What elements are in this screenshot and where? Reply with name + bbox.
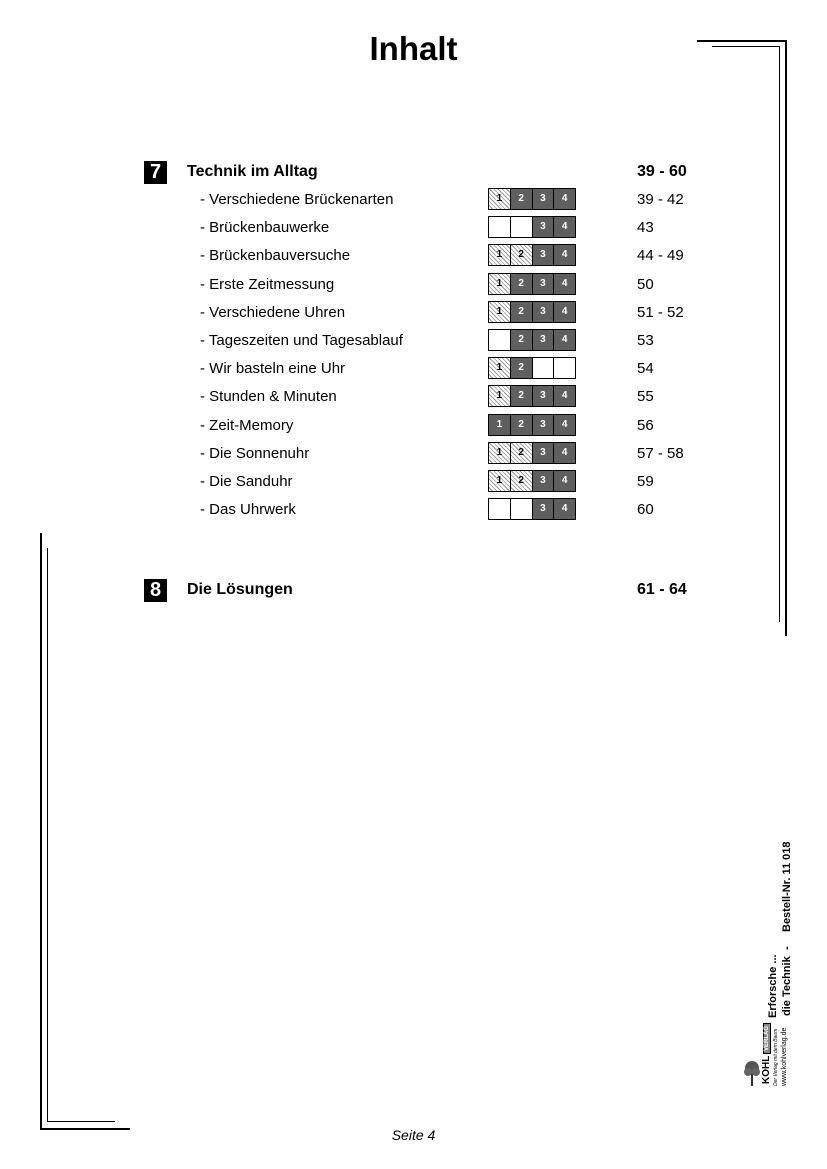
toc-item-label[interactable]: - Das Uhrwerk — [200, 501, 296, 519]
toc-item-label[interactable]: - Brückenbauwerke — [200, 219, 330, 237]
level-box-4: 4 — [554, 189, 575, 209]
level-box-3: 3 — [533, 415, 555, 435]
level-box-2: 2 — [511, 415, 533, 435]
section-pages: 39 - 60 — [637, 163, 687, 180]
difficulty-levels — [488, 385, 576, 407]
section-number: 7 — [144, 161, 167, 184]
section-title[interactable]: Die Lösungen — [187, 581, 293, 598]
toc-item-pages: 44 - 49 — [637, 247, 684, 265]
level-box-4: 4 — [554, 274, 575, 294]
level-box-2: 2 — [511, 386, 533, 406]
level-box-1 — [489, 330, 511, 350]
level-box-3 — [533, 358, 555, 378]
section-title[interactable]: Technik im Alltag — [187, 163, 318, 180]
order-number: Bestell-Nr. 11 018 — [781, 841, 793, 932]
level-box-4: 4 — [554, 471, 575, 491]
page-title: Inhalt — [369, 30, 458, 67]
book-title-line2: die Technik — [781, 956, 793, 1016]
level-box-3: 3 — [533, 302, 555, 322]
publisher-badge: VERLAG — [763, 1023, 771, 1054]
toc-item-pages: 59 — [637, 473, 654, 490]
frame-bottom-left-inner-h — [47, 1121, 115, 1122]
level-box-2: 2 — [511, 358, 533, 378]
level-box-4: 4 — [554, 386, 575, 406]
level-box-1: 1 — [489, 245, 511, 265]
difficulty-levels — [488, 301, 576, 323]
level-box-2: 2 — [511, 274, 533, 294]
level-box-2: 2 — [511, 302, 533, 322]
page-number: Seite 4 — [391, 1127, 436, 1143]
level-box-3: 3 — [533, 245, 555, 265]
level-box-1: 1 — [489, 302, 511, 322]
level-box-2: 2 — [511, 189, 533, 209]
frame-top-right-outer-v — [785, 40, 787, 636]
level-box-1: 1 — [489, 358, 511, 378]
difficulty-levels — [488, 273, 576, 295]
toc-item-label[interactable]: - Zeit-Memory — [200, 416, 294, 434]
toc-item-pages: 55 — [637, 388, 654, 406]
tree-logo-icon — [743, 1060, 761, 1088]
level-box-2 — [511, 217, 533, 237]
level-box-1: 1 — [489, 415, 511, 435]
level-box-1: 1 — [489, 386, 511, 406]
level-box-2 — [511, 499, 533, 519]
level-box-1: 1 — [489, 443, 511, 463]
level-box-4: 4 — [554, 499, 575, 519]
toc-item-label[interactable]: - Erste Zeitmessung — [200, 275, 335, 293]
toc-item-label[interactable]: - Tageszeiten und Tagesablauf — [200, 332, 403, 349]
level-box-2: 2 — [511, 443, 533, 463]
publisher-sidebar — [743, 836, 803, 1092]
difficulty-levels — [488, 414, 576, 436]
frame-top-right-inner-v — [779, 46, 780, 622]
level-box-1 — [489, 499, 511, 519]
toc-item-label[interactable]: - Brückenbauversuche — [200, 247, 351, 265]
toc-item-label[interactable]: - Verschiedene Uhren — [200, 303, 346, 321]
level-box-1: 1 — [489, 274, 511, 294]
publisher-tagline: Der Verlag mit dem Baum — [773, 1028, 779, 1086]
website: www.kohlverlag.de — [781, 1027, 788, 1086]
level-box-3: 3 — [533, 386, 555, 406]
sidebar-separator: - — [781, 946, 793, 950]
frame-bottom-left-inner-v — [47, 548, 48, 1122]
level-box-4 — [554, 358, 575, 378]
toc-item-label[interactable]: - Verschiedene Brückenarten — [200, 191, 394, 208]
level-box-1: 1 — [489, 471, 511, 491]
level-box-3: 3 — [533, 499, 555, 519]
level-box-4: 4 — [554, 330, 575, 350]
level-box-4: 4 — [554, 302, 575, 322]
level-box-4: 4 — [554, 415, 575, 435]
section-number: 8 — [144, 579, 167, 602]
level-box-4: 4 — [554, 245, 575, 265]
difficulty-levels — [488, 498, 576, 520]
level-box-3: 3 — [533, 443, 555, 463]
toc-item-pages: 43 — [637, 219, 654, 237]
book-title-line1: Erforsche ... — [767, 954, 779, 1018]
level-box-3: 3 — [533, 189, 555, 209]
level-box-3: 3 — [533, 471, 555, 491]
level-box-4: 4 — [554, 217, 575, 237]
difficulty-levels — [488, 244, 576, 266]
toc-item-pages: 50 — [637, 275, 654, 293]
toc-item-pages: 60 — [637, 501, 654, 519]
difficulty-levels — [488, 357, 576, 379]
toc-item-pages: 51 - 52 — [637, 303, 684, 321]
toc-item-pages: 53 — [637, 332, 654, 349]
level-box-3: 3 — [533, 217, 555, 237]
level-box-4: 4 — [554, 443, 575, 463]
difficulty-levels — [488, 216, 576, 238]
difficulty-levels — [488, 442, 576, 464]
difficulty-levels — [488, 470, 576, 492]
difficulty-levels — [488, 188, 576, 210]
toc-item-pages: 54 — [637, 360, 654, 378]
section-pages: 61 - 64 — [637, 581, 687, 598]
level-box-2: 2 — [511, 245, 533, 265]
level-box-1: 1 — [489, 189, 511, 209]
level-box-2: 2 — [511, 471, 533, 491]
publisher-name: KOHL — [761, 1055, 772, 1084]
toc-item-label[interactable]: - Stunden & Minuten — [200, 388, 337, 406]
level-box-3: 3 — [533, 330, 555, 350]
level-box-2: 2 — [511, 330, 533, 350]
level-box-1 — [489, 217, 511, 237]
difficulty-levels — [488, 329, 576, 351]
toc-item-pages: 56 — [637, 416, 654, 434]
toc-item-pages: 57 - 58 — [637, 444, 684, 462]
frame-bottom-left-outer-v — [40, 533, 42, 1130]
level-box-3: 3 — [533, 274, 555, 294]
toc-item-label[interactable]: - Wir basteln eine Uhr — [200, 360, 346, 378]
toc-item-pages: 39 - 42 — [637, 191, 684, 208]
toc-item-label[interactable]: - Die Sanduhr — [200, 473, 293, 490]
toc-item-label[interactable]: - Die Sonnenuhr — [200, 444, 310, 462]
